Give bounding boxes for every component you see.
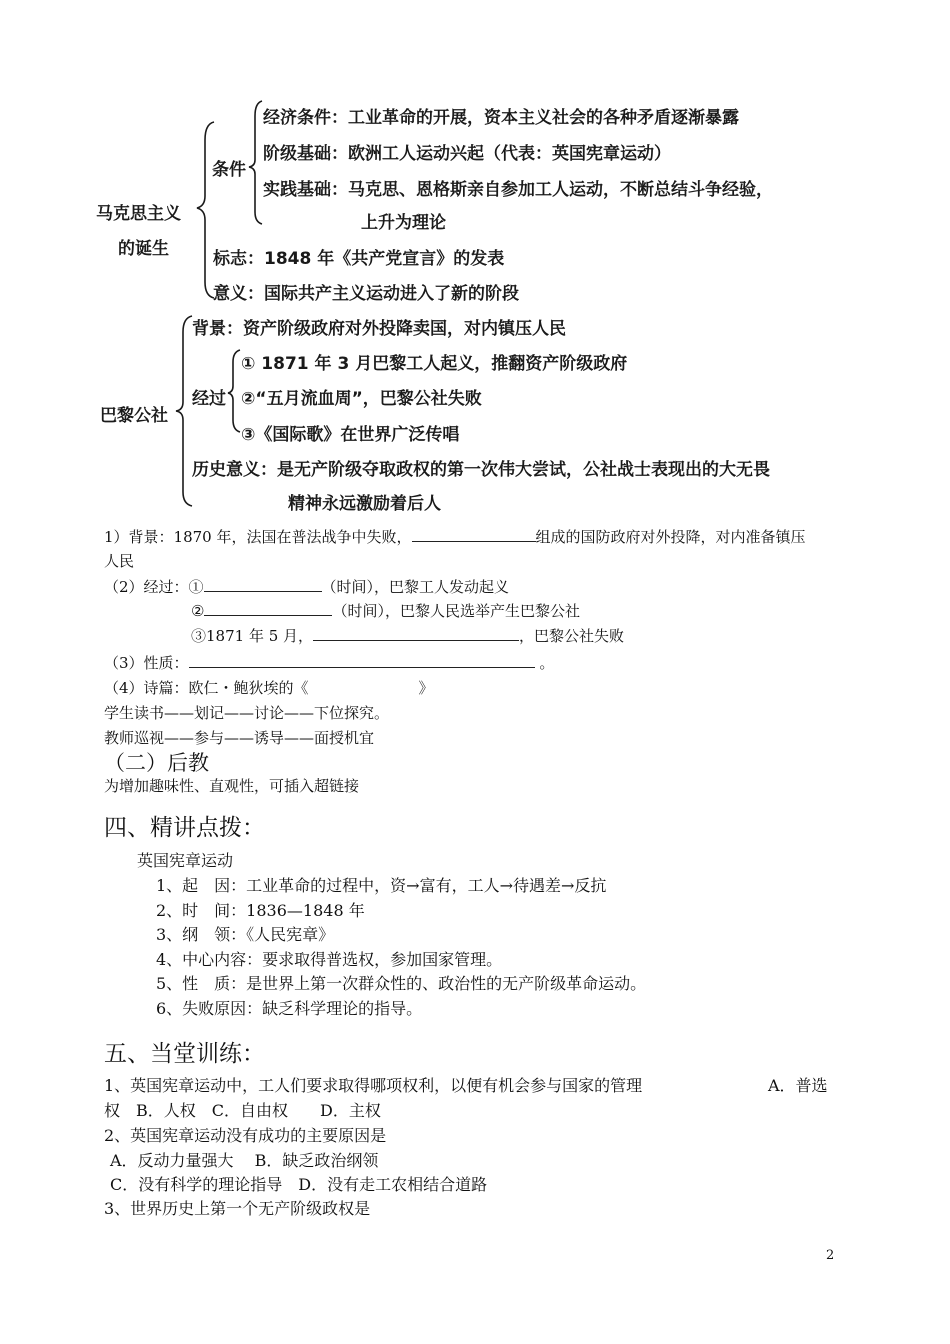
fill-process-b-line	[191, 600, 580, 621]
diagram2-process-2: ②“五月流血周”，巴黎公社失败	[241, 389, 482, 409]
fill-background-line2: 人民	[104, 552, 135, 570]
section4-item-1: 1、起 因：工业革命的过程中，资→富有，工人→待遇差→反抗	[156, 876, 607, 895]
fill-nature-line	[104, 652, 554, 673]
diagram2-history-line2: 精神永远激励着后人	[288, 494, 441, 514]
fill-background-line	[104, 526, 806, 547]
question-2-options-cd: C．没有科学的理论指导 D．没有走工农相结合道路	[110, 1175, 488, 1194]
section-after-title: （二）后教	[104, 751, 209, 775]
fill-process-b-label: ②	[191, 602, 205, 620]
fill-background-part1: 1）背景：1870 年，法国在普法战争中失败，	[104, 528, 412, 546]
diagram2-process-1: ① 1871 年 3 月巴黎工人起义，推翻资产阶级政府	[241, 354, 628, 374]
blank-process-time-2[interactable]	[204, 601, 332, 616]
fill-poem-label: （4）诗篇：欧仁・鲍狄埃的《	[104, 679, 309, 697]
diagram2-process-label: 经过	[192, 389, 226, 409]
diagram1-practice-line2: 上升为理论	[361, 213, 446, 233]
diagram1-class-basis: 阶级基础：欧洲工人运动兴起（代表：英国宪章运动）	[263, 144, 671, 164]
fill-process-c-line	[191, 625, 624, 646]
diagram2-background: 背景：资产阶级政府对外投降卖国，对内镇压人民	[192, 319, 566, 339]
blank-process-time-1[interactable]	[204, 577, 322, 592]
note-student: 学生读书——划记——讨论——下位探究。	[104, 704, 390, 722]
section4-item-3: 3、纲 领：《人民宪章》	[156, 925, 335, 944]
diagram1-significance: 意义：国际共产主义运动进入了新的阶段	[213, 284, 519, 304]
fill-background-part2: 组成的国防政府对外投降，对内准备镇压	[535, 528, 806, 546]
fill-process-a-label: （2）经过：①	[104, 578, 204, 596]
question-1-option-a: A．普选	[768, 1076, 828, 1095]
section4-title: 四、精讲点拨：	[104, 815, 265, 841]
question-2-stem: 2、英国宪章运动没有成功的主要原因是	[104, 1126, 387, 1145]
note-teacher: 教师巡视——参与——诱导——面授机宜	[104, 729, 375, 747]
diagram1-sign: 标志：1848 年《共产党宣言》的发表	[213, 249, 505, 269]
section4-item-2: 2、时 间：1836—1848 年	[156, 901, 365, 920]
fill-poem-line	[104, 677, 434, 698]
diagram1-practice-line1: 实践基础：马克思、恩格斯亲自参加工人运动，不断总结斗争经验，	[263, 180, 773, 200]
fill-nature-label: （3）性质：	[104, 654, 189, 672]
fill-process-a-line	[104, 576, 509, 597]
blank-nature[interactable]	[189, 653, 535, 668]
blank-background[interactable]	[412, 527, 536, 542]
section4-topic: 英国宪章运动	[137, 851, 234, 870]
fill-process-a-text: （时间），巴黎工人发动起义	[321, 578, 510, 596]
fill-process-c-text: ，巴黎公社失败	[519, 627, 625, 645]
diagram1-conditions-label: 条件	[212, 160, 246, 180]
fill-process-b-text: （时间），巴黎人民选举产生巴黎公社	[332, 602, 580, 620]
diagram2-process-3: ③《国际歌》在世界广泛传唱	[241, 425, 460, 445]
question-2-options-ab: A．反动力量强大 B．缺乏政治纲领	[110, 1151, 379, 1170]
blank-process-event[interactable]	[313, 626, 519, 641]
section5-title: 五、当堂训练：	[104, 1041, 265, 1067]
diagram1-root-line1: 马克思主义	[96, 204, 181, 224]
fill-poem-end: 》	[418, 679, 434, 697]
section4-item-6: 6、失败原因：缺乏科学理论的指导。	[156, 999, 423, 1018]
section-after-text: 为增加趣味性、直观性，可插入超链接	[104, 777, 360, 795]
diagram1-economic: 经济条件：工业革命的开展，资本主义社会的各种矛盾逐渐暴露	[263, 108, 739, 128]
question-3-stem: 3、世界历史上第一个无产阶级政权是	[104, 1199, 371, 1218]
diagram1-root-line2: 的诞生	[118, 239, 169, 259]
question-1-stem: 1、英国宪章运动中，工人们要求取得哪项权利，以便有机会参与国家的管理	[104, 1076, 643, 1095]
question-1-options: 权 B．人权 C．自由权 D．主权	[104, 1101, 381, 1120]
fill-process-c-label: ③1871 年 5 月，	[191, 627, 314, 645]
page-number: 2	[826, 1248, 835, 1263]
fill-nature-end: 。	[539, 654, 555, 672]
diagram2-history-line1: 历史意义：是无产阶级夺取政权的第一次伟大尝试，公社战士表现出的大无畏	[192, 460, 770, 480]
section4-item-5: 5、性 质：是世界上第一次群众性的、政治性的无产阶级革命运动。	[156, 974, 647, 993]
diagram2-root: 巴黎公社	[100, 406, 168, 426]
section4-item-4: 4、中心内容：要求取得普选权，参加国家管理。	[156, 950, 503, 969]
